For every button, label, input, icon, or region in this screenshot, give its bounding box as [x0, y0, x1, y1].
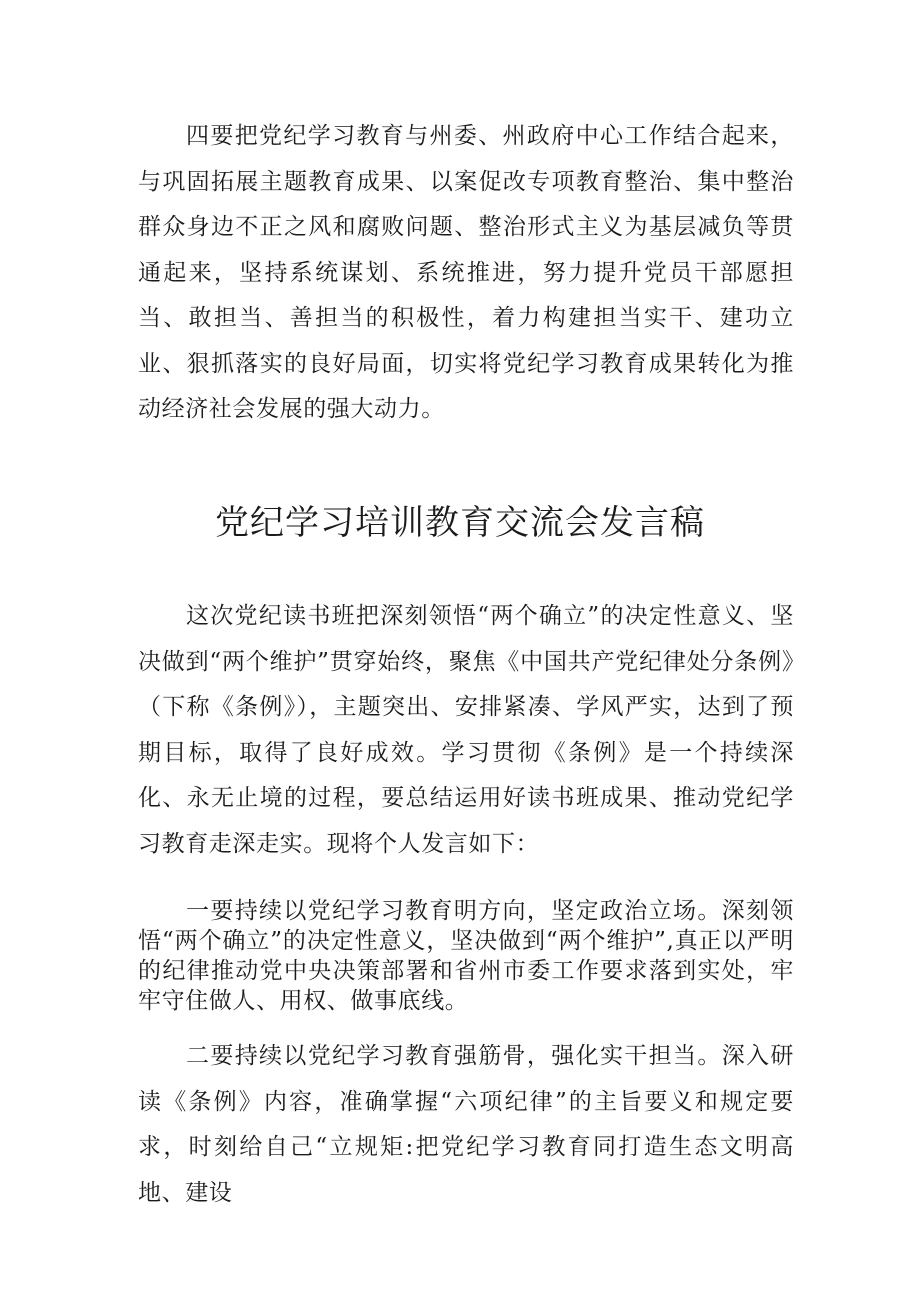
- paragraph-point-two: 二要持续以党纪学习教育强筋骨，强化实干担当。深入研读《条例》内容，准确掌握“六项纪律”的主旨要义和规定要求，时刻给自己“立规矩:把党纪学习教育同打造生态文明高地、建设: [138, 1043, 794, 1206]
- document-title: 党纪学习培训教育交流会发言稿: [215, 503, 705, 543]
- paragraph-point-one: 一要持续以党纪学习教育明方向，坚定政治立场。深刻领悟“两个确立”的决定性意义，坚决做到“两个维护”,真正以严明的纪律推动党中央决策部署和省州市委工作要求落到实处，牢牢守住做人、用权、做事底线。: [138, 898, 794, 1014]
- paragraph-point-four: 四要把党纪学习教育与州委、州政府中心工作结合起来，与巩固拓展主题教育成果、以案促改专项教育整治、集中整治群众身边不正之风和腐败问题、整治形式主义为基层减负等贯通起来，坚持系统谋划、系统推进，努力提升党员干部愿担当、敢担当、善担当的积极性，着力构建担当实干、建功立业、狠抓落实的良好局面，切实将党纪学习教育成果转化为推动经济社会发展的强大动力。: [138, 123, 794, 422]
- paragraph-intro: 这次党纪读书班把深刻领悟“两个确立”的决定性意义、坚决做到“两个维护”贯穿始终，聚焦《中国共产党纪律处分条例》（下称《条例》），主题突出、安排紧凑、学风严实，达到了预期目标，取得了良好成效。学习贯彻《条例》是一个持续深化、永无止境的过程，要总结运用好读书班成果、推动党纪学习教育走深走实。现将个人发言如下：: [138, 603, 794, 857]
